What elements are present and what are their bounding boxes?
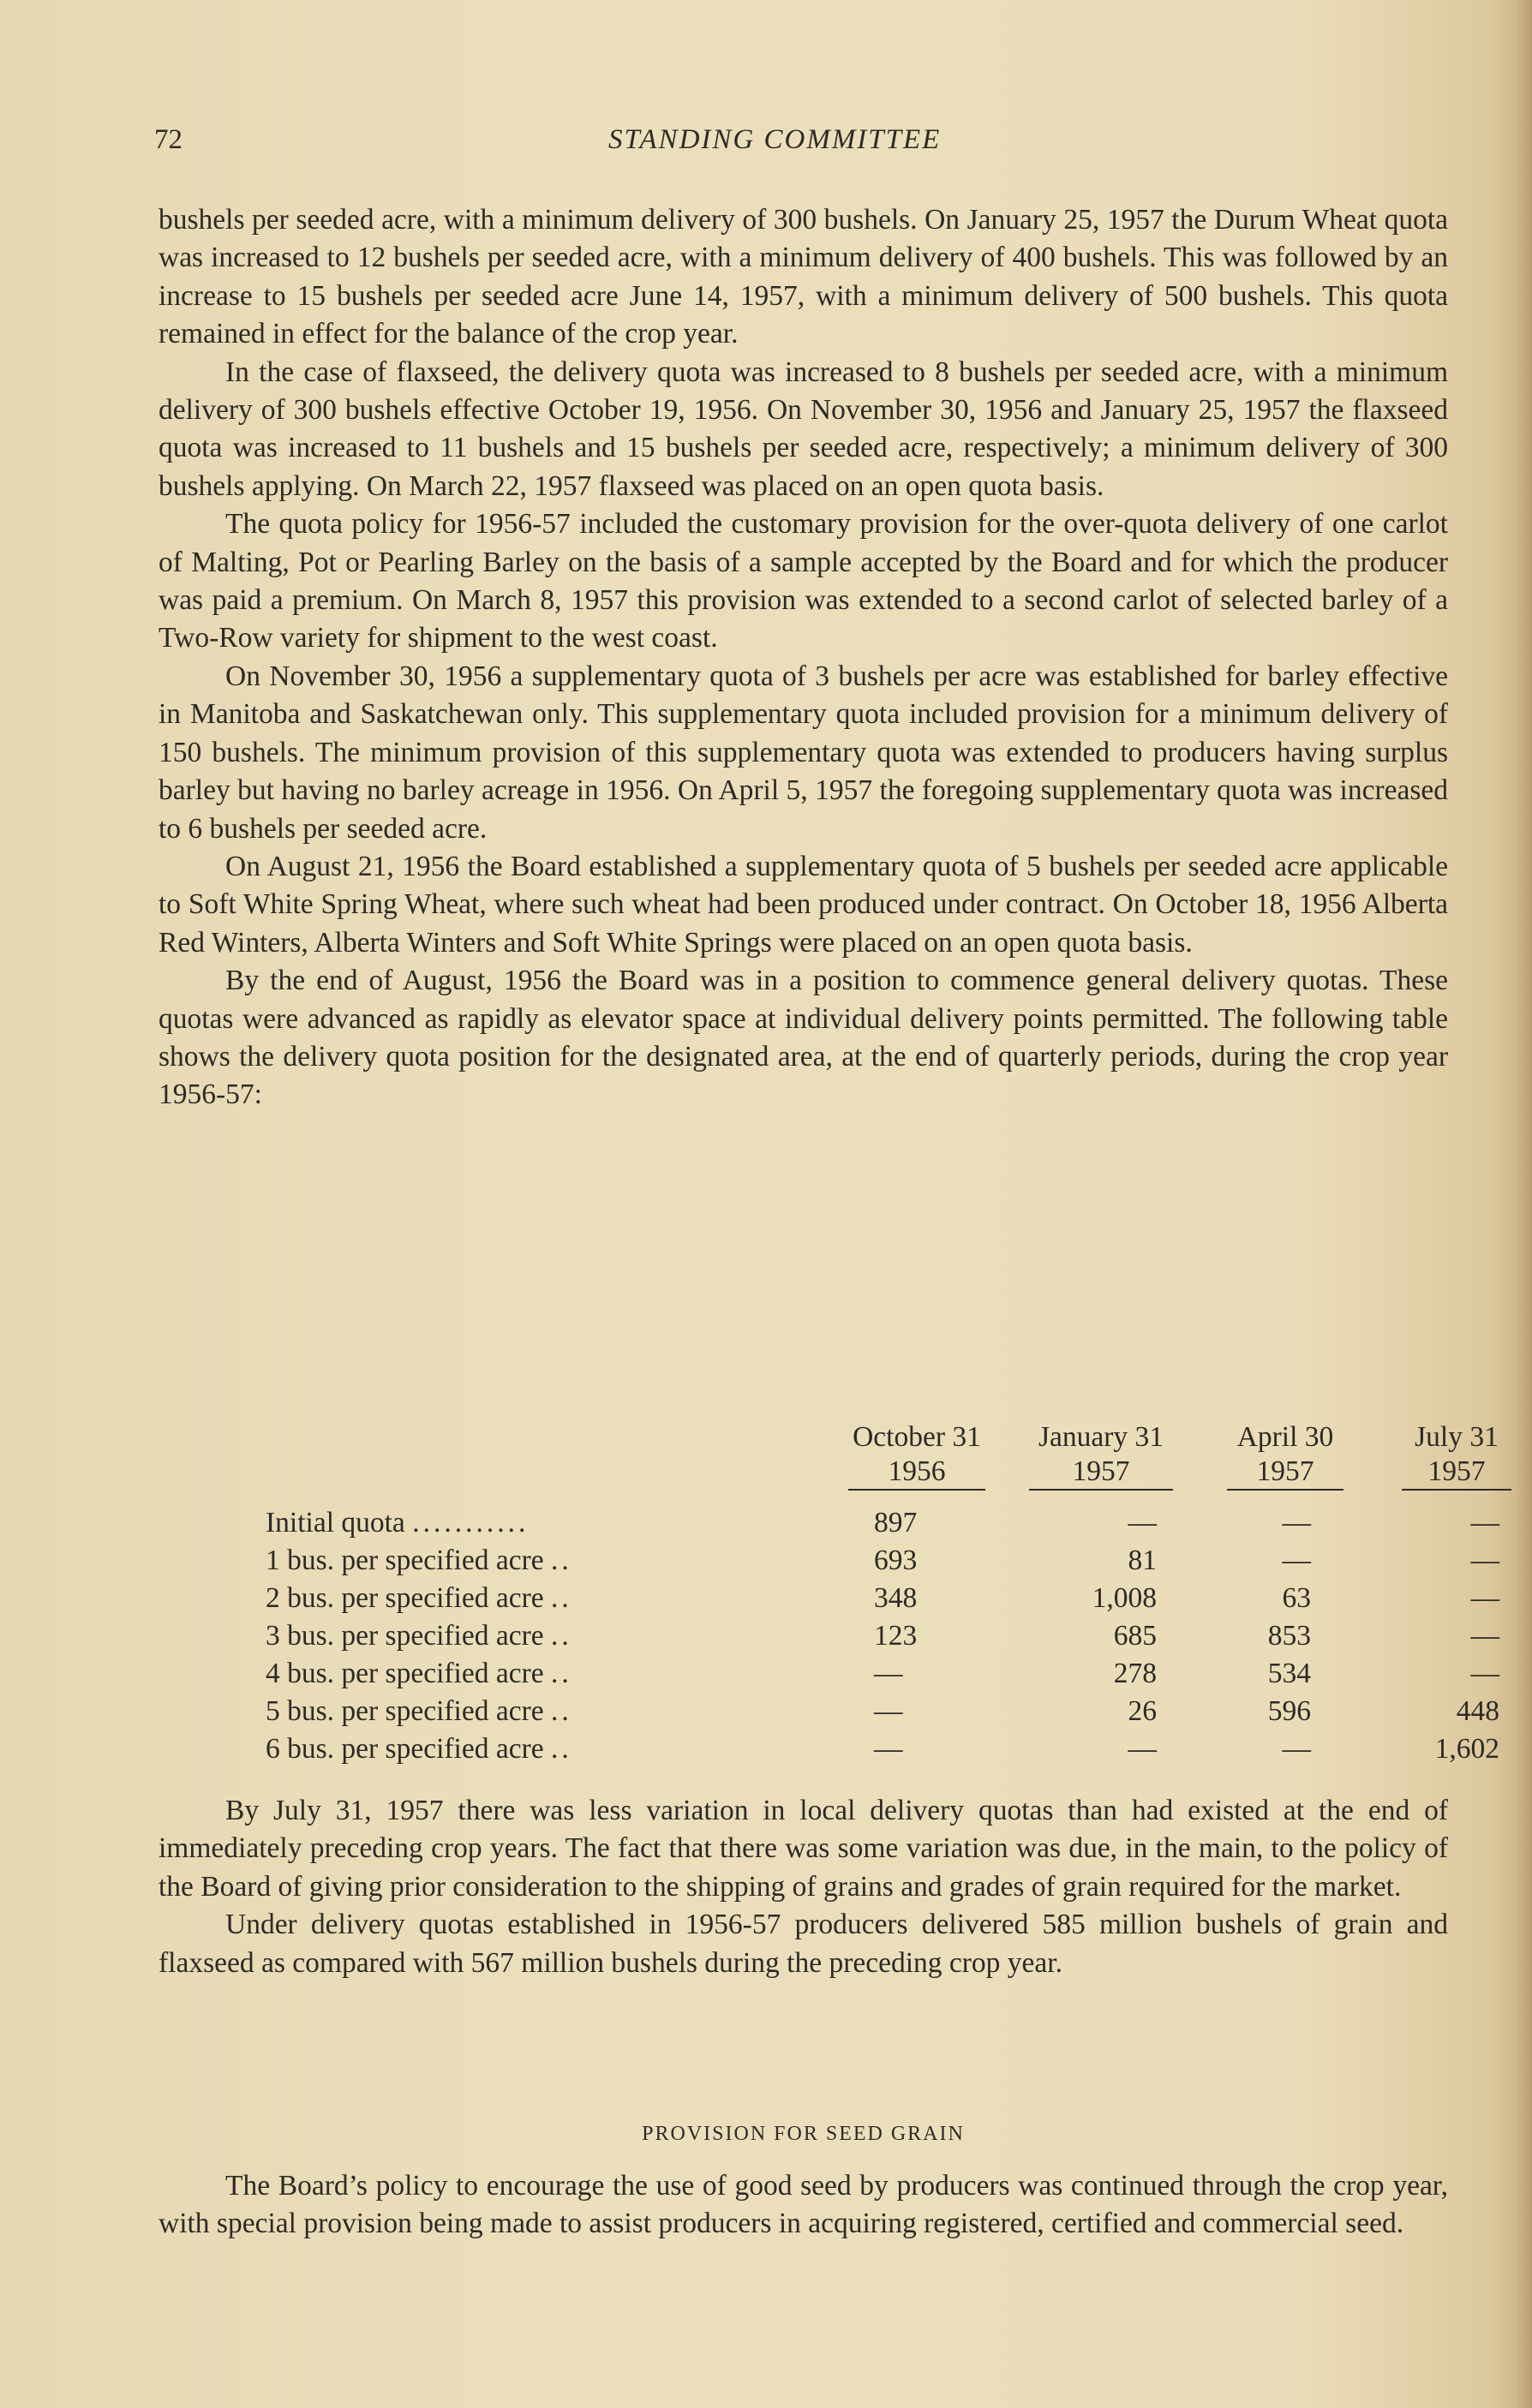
table-cell: 685 bbox=[1113, 1620, 1157, 1652]
table-cell: 534 bbox=[1267, 1658, 1311, 1689]
table-row: 6 bus. per specified acre .. — — — 1,602 bbox=[154, 1730, 1448, 1768]
table-cell: 1,602 bbox=[1434, 1733, 1499, 1765]
row-label: 3 bus. per specified acre bbox=[266, 1620, 544, 1652]
row-label: 1 bus. per specified acre bbox=[266, 1545, 544, 1576]
paragraph: The quota policy for 1956-57 included the customary provision for the over-quota delivery of one carlot of Malting, Pot or Pearling Barley on the basis of a sample accepted by the Board and for which the producer was paid a premium. On March 8, 1957 this provision was extended to a second carlot of selected barley of a Two-Row variety for shipment to the west coast. bbox=[159, 508, 1448, 654]
table-cell: 348 bbox=[874, 1582, 918, 1614]
body-text-top bbox=[159, 201, 1448, 1114]
table-row: 2 bus. per specified acre .. 348 1,008 63 — bbox=[154, 1580, 1448, 1617]
table-cell: 123 bbox=[874, 1620, 918, 1652]
paragraph: The Board’s policy to encourage the use of good seed by producers was continued through the crop year, with special provision being made to assist producers in acquiring registered, certified and commercial seed. bbox=[159, 2170, 1448, 2240]
row-label: Initial quota bbox=[266, 1507, 405, 1539]
table-cell: — bbox=[1470, 1658, 1499, 1689]
body-text-bottom bbox=[159, 2167, 1448, 2244]
table-cell: — bbox=[1470, 1545, 1499, 1576]
table-cell: — bbox=[1470, 1582, 1499, 1614]
table-cell: 448 bbox=[1456, 1695, 1499, 1727]
row-label: 4 bus. per specified acre bbox=[266, 1658, 544, 1689]
paragraph: On November 30, 1956 a supplementary quota of 3 bushels per acre was established for barley effective in Manitoba and Saskatchewan only. This supplementary quota included provision for a minimum delivery of 150 bushels. The minimum provision of this supplementary quota was extended to producers having surplus barley but having no barley acreage in 1956. On April 5, 1957 the foregoing supplementary quota was increased to 6 bushels per seeded acre. bbox=[159, 660, 1448, 845]
table-cell: 693 bbox=[874, 1545, 918, 1576]
table-cell: 1,008 bbox=[1092, 1582, 1157, 1614]
table-cell: — bbox=[1282, 1507, 1311, 1539]
paragraph: By the end of August, 1956 the Board was in a position to commence general delivery quotas. These quotas were advanced as rapidly as elevator space at individual delivery points permitted. The following table shows the delivery quota position for the designated area, at the end of quarterly periods, during the crop year 1956-57: bbox=[159, 965, 1448, 1111]
quota-table bbox=[154, 1420, 1499, 1780]
column-header: January 31 1957 bbox=[1011, 1420, 1191, 1491]
row-label: 5 bus. per specified acre bbox=[266, 1695, 544, 1727]
column-header: April 30 1957 bbox=[1212, 1420, 1358, 1491]
paragraph: By July 31, 1957 there was less variation in local delivery quotas than had existed at the end of immediately preceding crop years. The fact that there was some variation was due, in the main, to the policy of the Board of giving prior consideration to the shipping of grains and grades of grain required for the market. bbox=[159, 1795, 1448, 1903]
page-number: 72 bbox=[154, 124, 183, 155]
running-title: STANDING COMMITTEE bbox=[608, 124, 942, 155]
table-cell: — bbox=[874, 1695, 903, 1727]
table-row: 1 bus. per specified acre .. 693 81 — — bbox=[154, 1542, 1448, 1580]
table-cell: 81 bbox=[1128, 1545, 1157, 1576]
page-edge-shadow bbox=[1515, 0, 1532, 2408]
table-cell: 63 bbox=[1282, 1582, 1311, 1614]
paragraph: bushels per seeded acre, with a minimum delivery of 300 bushels. On January 25, 1957 the Durum Wheat quota was increased to 12 bushels per seeded acre, with a minimum delivery of 400 bushels. This was followed by an increase to 15 bushels per seeded acre June 14, 1957, with a minimum delivery of 500 bushels. This quota remained in effect for the balance of the crop year. bbox=[159, 204, 1448, 350]
section-heading: PROVISION FOR SEED GRAIN bbox=[642, 2123, 965, 2145]
table-cell: — bbox=[1282, 1733, 1311, 1765]
table-cell: 596 bbox=[1267, 1695, 1311, 1727]
table-cell: — bbox=[874, 1658, 903, 1689]
table-row: Initial quota ........... 897 — — — bbox=[154, 1504, 1448, 1542]
paragraph: On August 21, 1956 the Board established a supplementary quota of 5 bushels per seeded acre applicable to Soft White Spring Wheat, where such wheat had been produced under contract. On October 18, 1956 Alberta Red Winters, Alberta Winters and Soft White Springs were placed on an open quota basis. bbox=[159, 850, 1448, 959]
column-header: October 31 1956 bbox=[831, 1420, 1002, 1491]
table-cell: 897 bbox=[874, 1507, 918, 1539]
table-row: 4 bus. per specified acre .. — 278 534 — bbox=[154, 1655, 1448, 1693]
table-cell: 26 bbox=[1128, 1695, 1157, 1727]
page-header bbox=[154, 124, 1448, 167]
table-cell: — bbox=[1128, 1507, 1157, 1539]
table-row: 3 bus. per specified acre .. 123 685 853 — bbox=[154, 1617, 1448, 1655]
column-header: July 31 1957 bbox=[1388, 1420, 1525, 1491]
paragraph: In the case of flaxseed, the delivery quota was increased to 8 bushels per seeded acre, with a minimum delivery of 300 bushels effective October 19, 1956. On November 30, 1956 and January 25, 1957 the flaxseed quota was increased to 11 bushels and 15 bushels per seeded acre, respectively; a minimum delivery of 300 bushels applying. On March 22, 1957 flaxseed was placed on an open quota basis. bbox=[159, 356, 1448, 502]
table-cell: — bbox=[1282, 1545, 1311, 1576]
paragraph: Under delivery quotas established in 1956-57 producers delivered 585 million bushels of grain and flaxseed as compared with 567 million bushels during the preceding crop year. bbox=[159, 1909, 1448, 1979]
row-label: 2 bus. per specified acre bbox=[266, 1582, 544, 1614]
table-cell: — bbox=[1128, 1733, 1157, 1765]
table-row: 5 bus. per specified acre .. — 26 596 448 bbox=[154, 1693, 1448, 1730]
table-cell: — bbox=[1470, 1507, 1499, 1539]
row-label: 6 bus. per specified acre bbox=[266, 1733, 544, 1765]
table-cell: 853 bbox=[1267, 1620, 1311, 1652]
table-cell: 278 bbox=[1113, 1658, 1157, 1689]
table-cell: — bbox=[1470, 1620, 1499, 1652]
body-text-middle bbox=[159, 1792, 1448, 1982]
table-cell: — bbox=[874, 1733, 903, 1765]
